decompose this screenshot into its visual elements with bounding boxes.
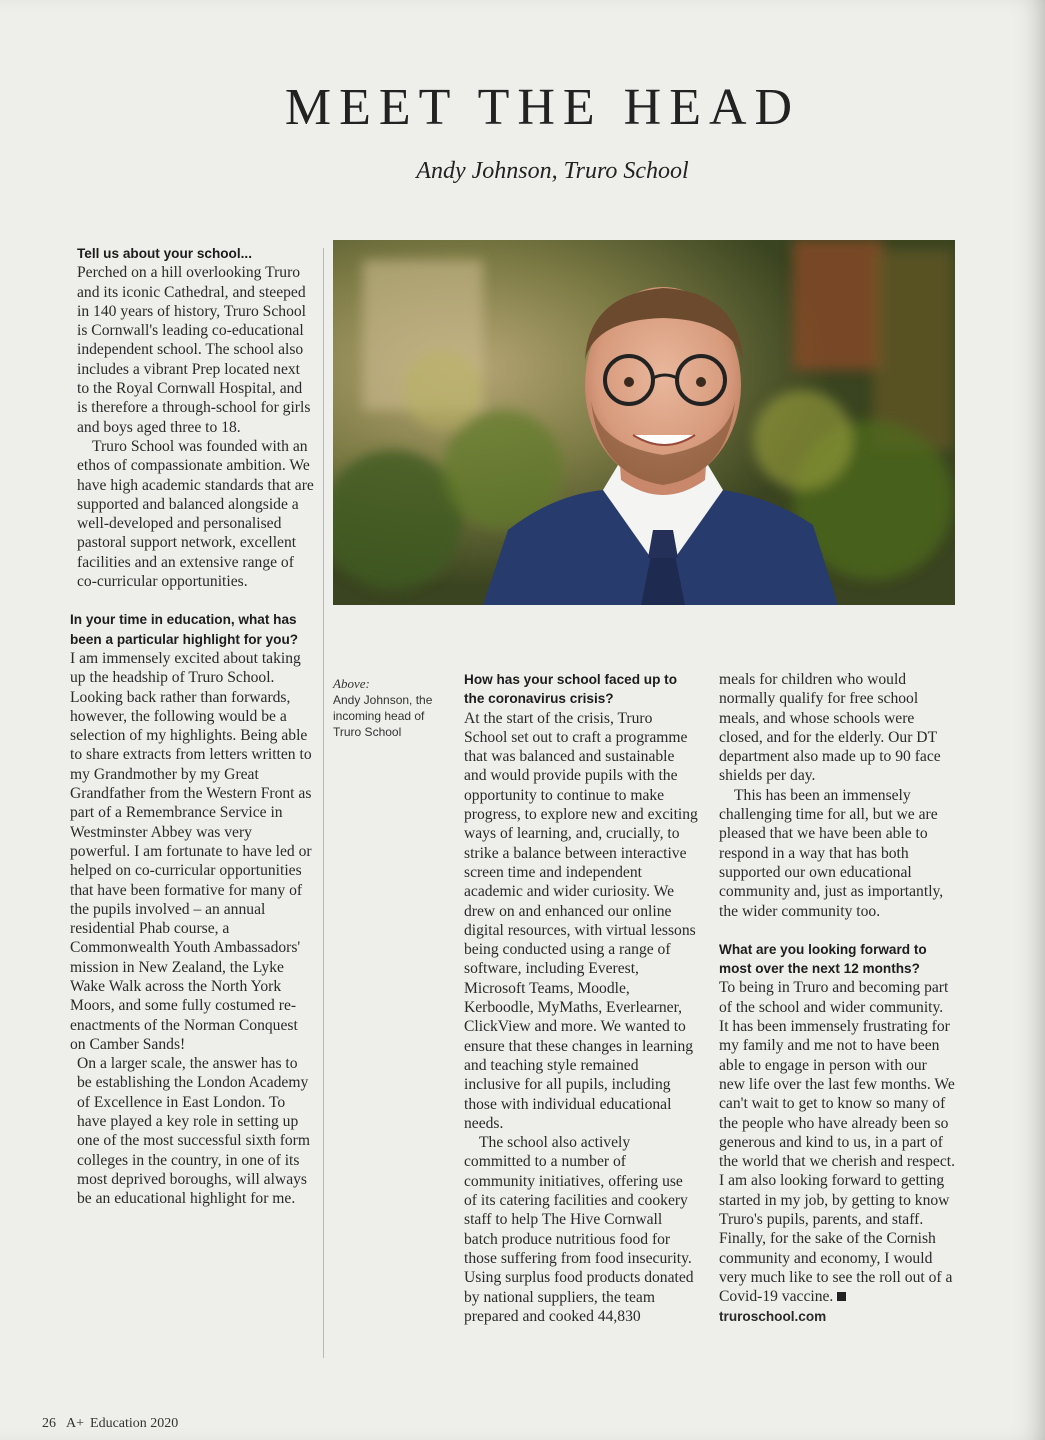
column-4: [719, 670, 955, 1326]
answer-3-para-2-continued: meals for children who would normally qualify for free school meals, and whose schools were closed, and for the elderly. Our DT department also made up to 90 face shields per day.: [719, 671, 941, 785]
caption-label: Above:: [333, 676, 370, 691]
page-footer: [42, 1416, 178, 1432]
page-number: 26: [42, 1416, 56, 1431]
publication-name: Education 2020: [90, 1416, 179, 1431]
caption-text: Andy Johnson, the incoming head of Truro School: [333, 693, 433, 739]
page-title: MEET THE HEAD: [284, 79, 801, 136]
answer-4-para-1: To being in Truro and becoming part of the school and wider community. It has been immensely frustrating for my family and me not to have been able to engage in person with our new life over the last few months. We can't wait to get to know so many of the people who have already been so generous and kind to us, in a part of the world that we cherish and respect. I am also looking forward to getting started in my job, by getting to know Truro's pupils, parents, and staff. Finally, for the sake of the Cornish community and economy, I would very much like to see the roll out of a Covid-19 vaccine.: [719, 979, 955, 1306]
column-3: [464, 670, 698, 1326]
byline: Andy Johnson, Truro School: [416, 158, 689, 184]
photo-caption: [333, 676, 443, 740]
column-divider: [323, 248, 324, 1358]
answer-2-para-2: On a larger scale, the answer has to be establishing the London Academy of Excellence in East London. To have played a key role in setting up one of the most successful sixth form colleges in the country, in one of its most deprived boroughs, will always be an educational highlight for me.: [77, 1055, 311, 1208]
column-1: [70, 244, 315, 1209]
brand-mark: A+: [66, 1416, 85, 1431]
answer-3-para-3: This has been an immensely challenging time for all, but we are pleased that we have been able to respond in a way that has both supported our own educational community and, just as importantly, the wider community too.: [719, 786, 944, 920]
answer-1-para-1: Perched on a hill overlooking Truro and its iconic Cathedral, and steeped in 140 years of history, Truro School is Cornwall's leading co-educational independent school. The school also includes a vibrant Prep located next to the Royal Cornwall Hospital, and is therefore a through-school for girls and boys aged three to 18.: [77, 264, 311, 436]
question-4: What are you looking forward to most over the next 12 months?: [719, 941, 927, 977]
answer-3-para-2: The school also actively committed to a number of community initiatives, offering use of its catering facilities and cookery staff to help The Hive Cornwall batch produce nutritious food for those suffering from food insecurity. Using surplus food products donated by national suppliers, the team prepared and cooked 44,830: [464, 1134, 694, 1325]
question-1: Tell us about your school...: [77, 246, 252, 261]
question-2: In your time in education, what has been a particular highlight for you?: [70, 612, 299, 647]
answer-2-para-1: I am immensely excited about taking up the headship of Truro School. Looking back rather than forwards, however, the following would be a selection of my highlights. Being able to share extracts from letters written to my Grandmother by my Great Grandfather from the Western Front as part of a Remembrance Service in Westminster Abbey was very powerful. I am fortunate to have led or helped on co-curricular opportunities that have been formative for many of the pupils involved – an annual residential Phab course, a Commonwealth Youth Ambassadors' mission in New Zealand, the Lyke Wake Walk across the North York Moors, and some fully costumed re-enactments of the Norman Conquest on Camber Sands!: [70, 649, 312, 1053]
answer-3-para-1: At the start of the crisis, Truro School set out to craft a programme that was balanced and sustainable and would provide pupils with the opportunity to continue to make progress, to explore new and exciting ways of learning, and, crucially, to strike a balance between interactive screen time and independent academic and wider curiosity. We drew on and enhanced our online digital resources, with virtual lessons being conducted using a range of software, including Everest, Microsoft Teams, Moodle, Kerboodle, MyMaths, Everlearner, ClickView and more. We wanted to ensure that these changes in learning and teaching style remained inclusive for all pupils, including those with individual educational needs.: [464, 709, 698, 1132]
end-mark-icon: [837, 1292, 846, 1301]
head-portrait-photo: [333, 240, 955, 605]
answer-1-para-2: Truro School was founded with an ethos of compassionate ambition. We have high academic standards that are supported and balanced alongside a well-developed and personalised pastoral support network, excellent facilities and an extensive range of co-curricular opportunities.: [77, 437, 314, 591]
question-3: How has your school faced up to the coronavirus crisis?: [464, 672, 677, 707]
school-website-link[interactable]: truroschool.com: [719, 1308, 827, 1324]
